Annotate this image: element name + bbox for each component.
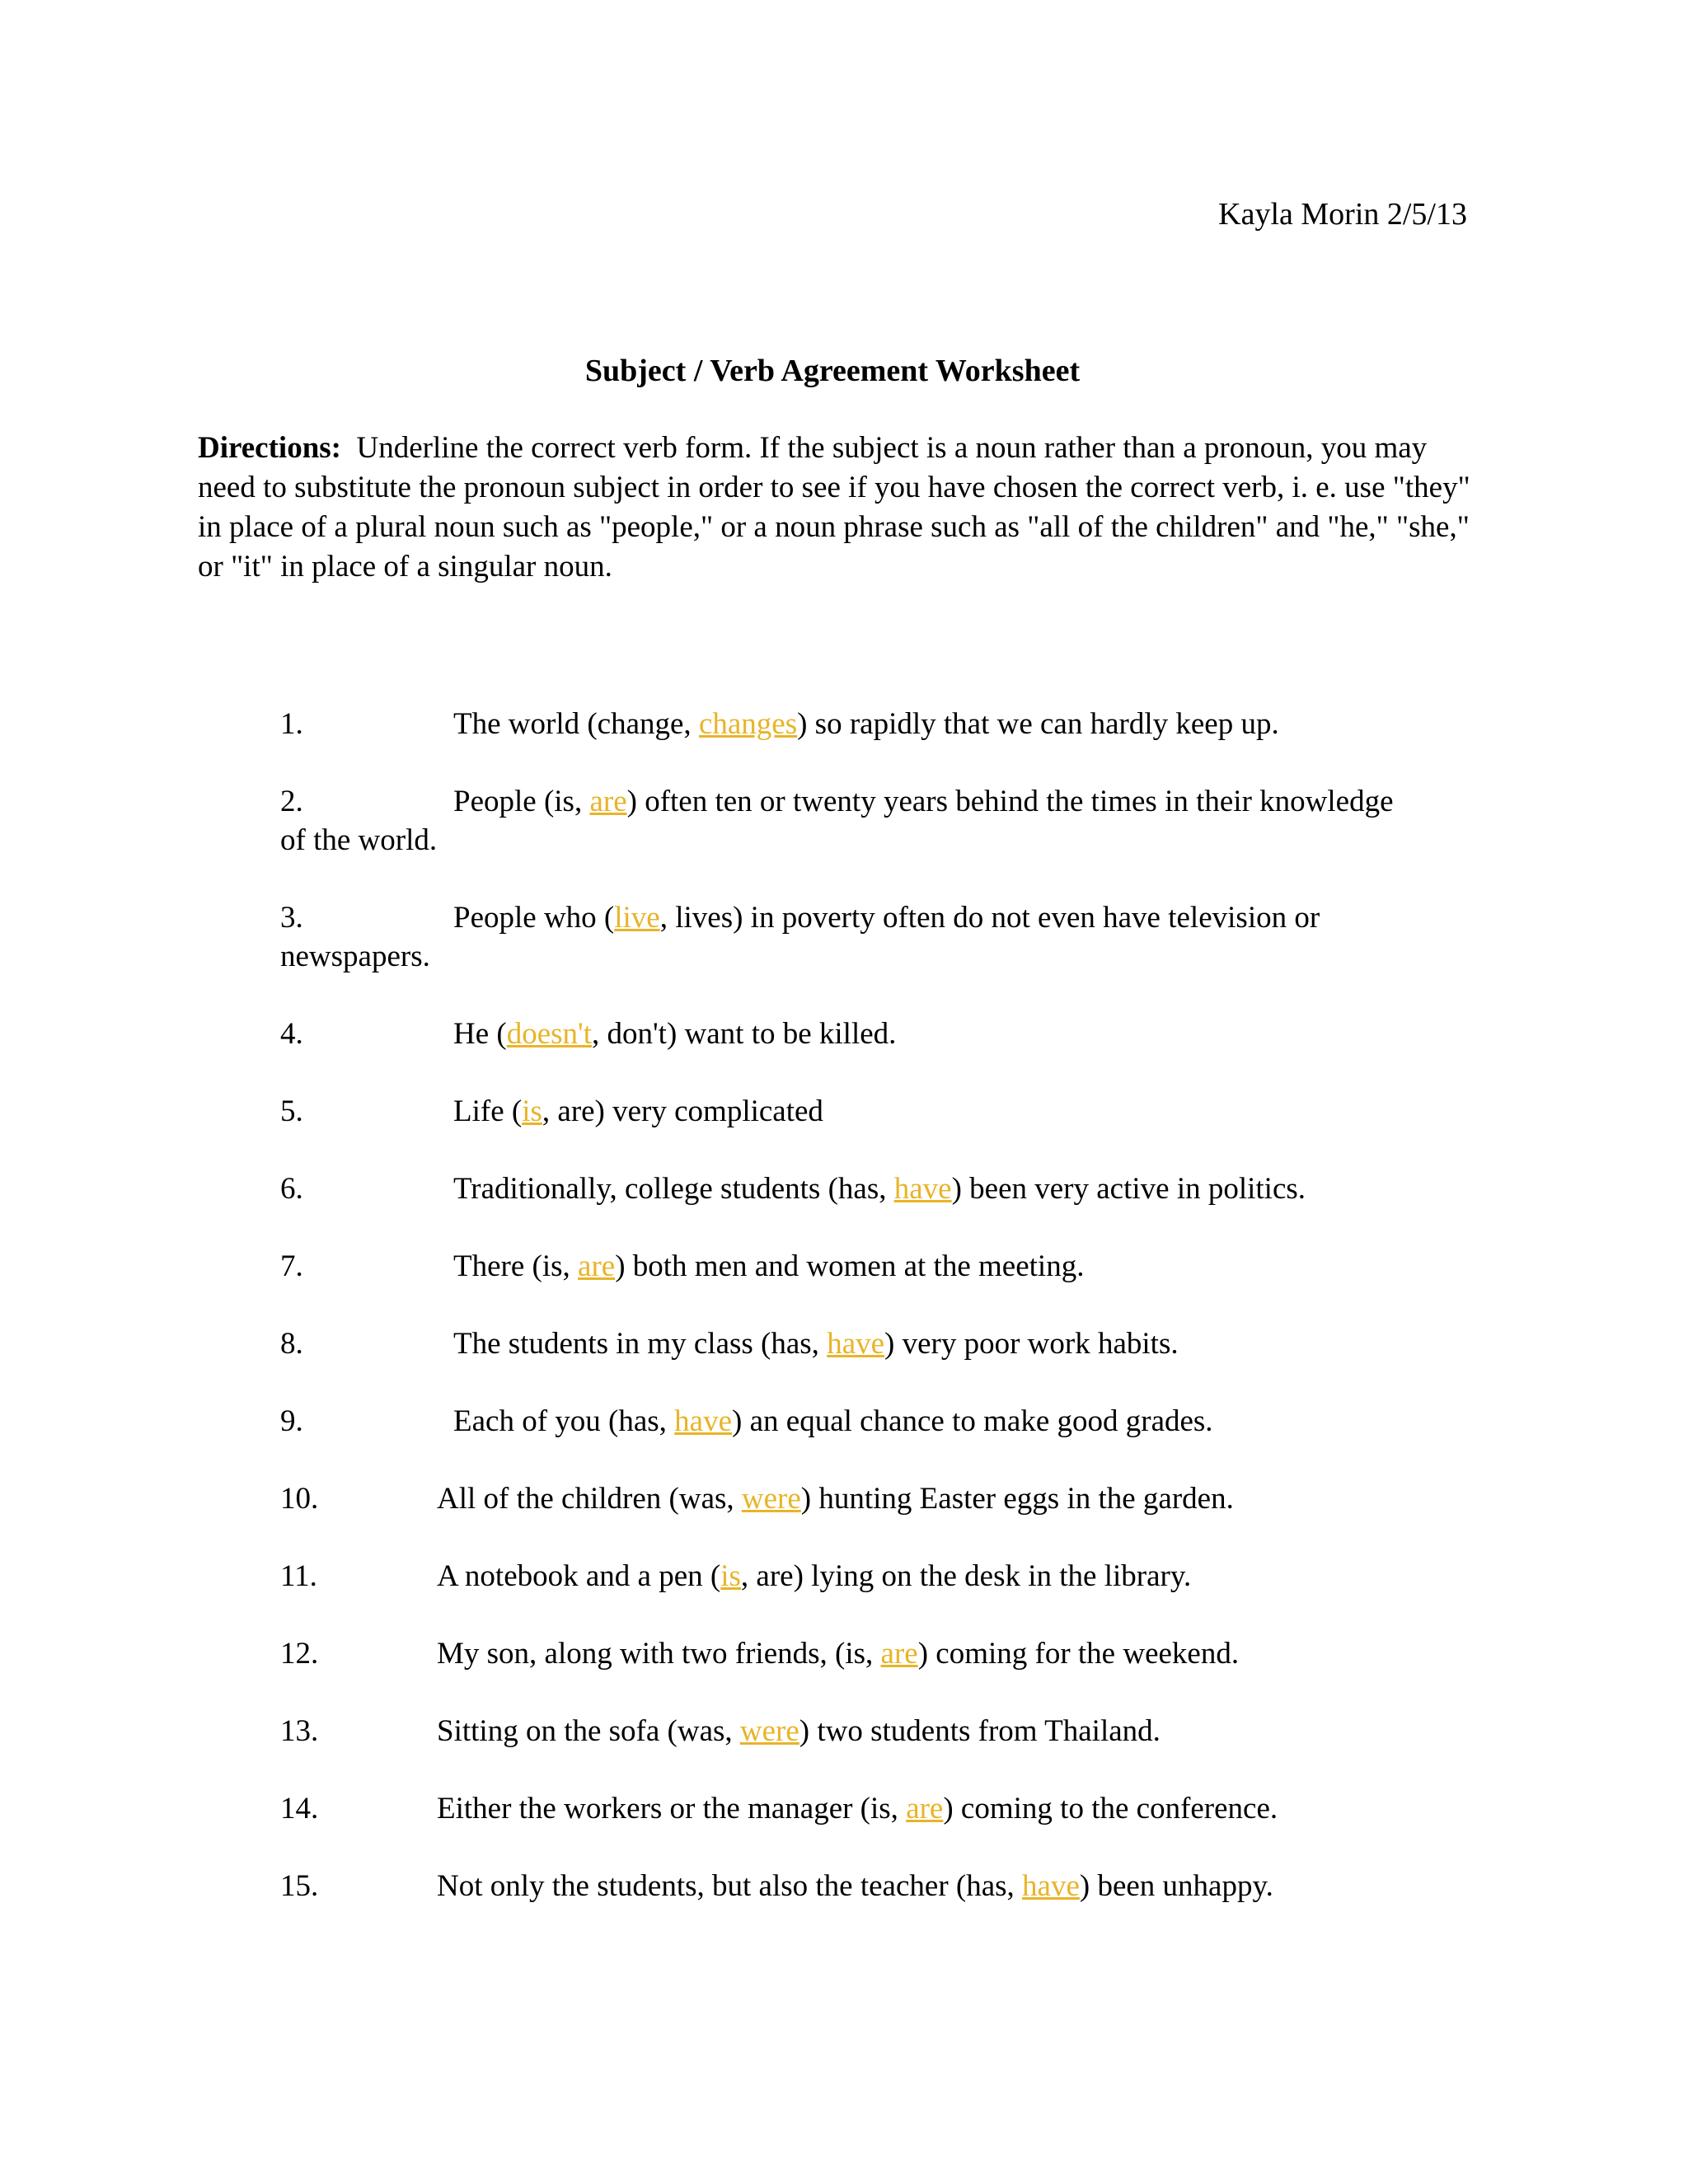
sentence-before: He ( [453, 1017, 507, 1051]
question-sentence [453, 898, 1320, 938]
sentence-before: Life ( [453, 1094, 523, 1128]
sentence-before: The world (change, [453, 707, 699, 741]
question-number: 3. [280, 901, 303, 935]
sentence-continuation: newspapers. [280, 940, 430, 973]
question-sentence [437, 1557, 1191, 1596]
question-sentence [437, 1634, 1239, 1674]
question-number: 14. [280, 1792, 319, 1825]
underlined-answer: have [1022, 1869, 1080, 1903]
question-number: 8. [280, 1327, 303, 1361]
author-date: Kayla Morin 2/5/13 [1218, 197, 1467, 232]
question-sentence [453, 1324, 1179, 1364]
sentence-before: Sitting on the sofa (was, [437, 1714, 740, 1748]
underlined-answer: changes [698, 707, 798, 741]
question-number: 2. [280, 785, 303, 818]
underlined-answer: are [880, 1637, 918, 1671]
sentence-continuation: of the world. [280, 823, 438, 857]
underlined-answer: is [522, 1094, 542, 1128]
sentence-after: ) both men and women at the meeting. [615, 1249, 1085, 1283]
question-number: 4. [280, 1017, 303, 1051]
sentence-after: ) often ten or twenty years behind the times in their knowledge [626, 785, 1394, 818]
question-number: 6. [280, 1172, 303, 1206]
sentence-before: The students in my class (has, [453, 1327, 828, 1361]
question-sentence [453, 1092, 823, 1132]
sentence-before: There (is, [453, 1249, 579, 1283]
sentence-after: , don't) want to be killed. [592, 1017, 897, 1051]
sentence-before: Each of you (has, [453, 1404, 675, 1438]
directions-paragraph [198, 429, 1475, 587]
underlined-answer: have [893, 1172, 952, 1206]
question-number: 11. [280, 1559, 317, 1593]
sentence-before: My son, along with two friends, (is, [437, 1637, 881, 1671]
sentence-after: , lives) in poverty often do not even have television or [659, 901, 1320, 935]
question-number: 9. [280, 1404, 303, 1438]
sentence-after: , are) very complicated [542, 1094, 823, 1128]
question-number: 13. [280, 1714, 319, 1748]
underlined-answer: were [739, 1714, 799, 1748]
sentence-after: ) very poor work habits. [884, 1327, 1179, 1361]
question-sentence [437, 1789, 1278, 1829]
sentence-after: ) so rapidly that we can hardly keep up. [797, 707, 1279, 741]
worksheet-title: Subject / Verb Agreement Worksheet [584, 354, 1081, 388]
underlined-answer: live [614, 901, 660, 935]
directions-label: Directions: [198, 431, 341, 465]
sentence-after: ) coming for the weekend. [917, 1637, 1240, 1671]
sentence-before: People (is, [453, 785, 590, 818]
directions-text: Underline the correct verb form. If the subject is a noun rather than a pronoun, you may need to substitute the pronoun subject in order to see if you have chosen the correct verb, i. e. use "they" in place of a plural noun such as "people," or a noun phrase such as "all of the children" and "he," "she," or "it" in place of a singular noun. [198, 431, 1470, 583]
underlined-answer: doesn't [506, 1017, 592, 1051]
underlined-answer: are [906, 1792, 944, 1825]
underlined-answer: are [578, 1249, 616, 1283]
question-sentence [453, 1015, 896, 1054]
sentence-after: , are) lying on the desk in the library. [740, 1559, 1192, 1593]
sentence-before: A notebook and a pen ( [437, 1559, 721, 1593]
sentence-before: Traditionally, college students (has, [453, 1172, 894, 1206]
question-sentence [453, 705, 1279, 744]
sentence-before: Not only the students, but also the teacher (has, [437, 1869, 1023, 1903]
underlined-answer: is [720, 1559, 741, 1593]
sentence-after: ) two students from Thailand. [799, 1714, 1160, 1748]
question-number: 10. [280, 1482, 319, 1516]
question-sentence [453, 782, 1394, 822]
sentence-after: ) hunting Easter eggs in the garden. [800, 1482, 1234, 1516]
sentence-after: ) been very active in politics. [951, 1172, 1306, 1206]
question-sentence [437, 1867, 1273, 1906]
question-sentence [437, 1712, 1160, 1751]
sentence-after: ) been unhappy. [1079, 1869, 1273, 1903]
sentence-before: All of the children (was, [437, 1482, 742, 1516]
question-number: 12. [280, 1637, 319, 1671]
sentence-after: ) coming to the conference. [943, 1792, 1278, 1825]
question-number: 7. [280, 1249, 303, 1283]
sentence-after: ) an equal chance to make good grades. [732, 1404, 1213, 1438]
question-sentence [453, 1169, 1306, 1209]
sentence-before: Either the workers or the manager (is, [437, 1792, 907, 1825]
question-sentence [453, 1402, 1213, 1441]
sentence-before: People who ( [453, 901, 615, 935]
question-number: 15. [280, 1869, 319, 1903]
question-sentence [437, 1479, 1234, 1519]
underlined-answer: were [741, 1482, 801, 1516]
underlined-answer: have [674, 1404, 733, 1438]
question-number: 1. [280, 707, 303, 741]
question-sentence [453, 1247, 1084, 1286]
underlined-answer: are [589, 785, 627, 818]
underlined-answer: have [827, 1327, 885, 1361]
question-number: 5. [280, 1094, 303, 1128]
